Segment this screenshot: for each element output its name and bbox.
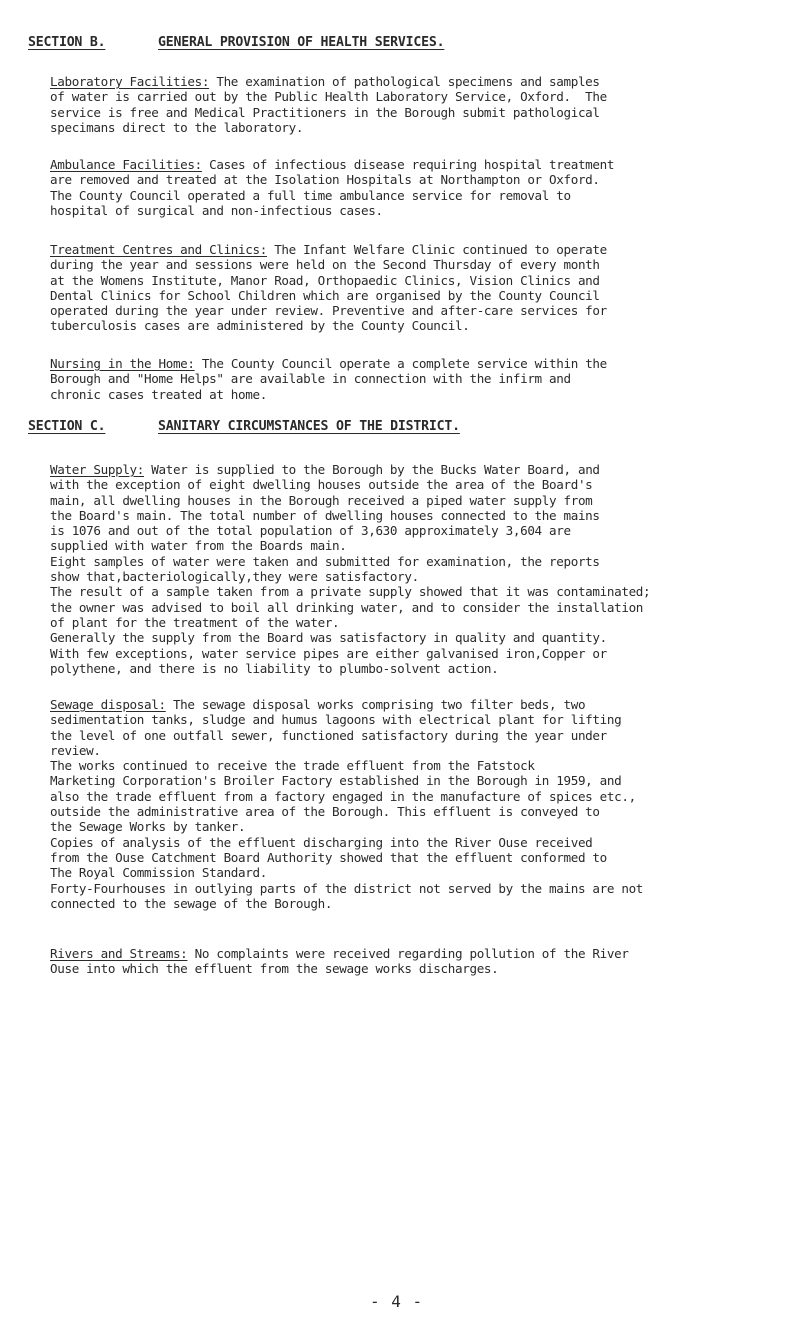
paragraph-water-supply (50, 462, 774, 676)
paragraph-heading: Rivers and Streams: (50, 946, 188, 961)
paragraph-heading: Treatment Centres and Clinics: (50, 242, 267, 257)
section-b-number: SECTION B. (28, 35, 106, 50)
paragraph-laboratory-facilities (50, 74, 774, 135)
section-c-heading (28, 419, 460, 434)
paragraph-rivers-and-streams (50, 946, 774, 977)
paragraph-text: The County Council operate a complete service within the Borough and "Home Helps" are available in connection with the infirm and chronic cases treated at home. (50, 356, 607, 402)
paragraph-treatment-centres (50, 242, 774, 334)
paragraph-text: Water is supplied to the Borough by the Bucks Water Board, and with the exception of eight dwelling houses outside the area of the Board's main, all dwelling houses in the Borough received a piped water supply from the Board's main. The total number of dwelling houses connected to the mains is 1076 and out of the total population of 3,630 approximately 3,604 are supplied with water from the Boards main. Eight samples of water were taken and submitted for examination, the reports show that,bacteriologically,they were satisfactory. The result of a sample taken from a private supply showed that it was contaminated; the owner was advised to boil all drinking water, and to consider the installation of plant for the treatment of the water. Generally the supply from the Board was satisfactory in quality and quantity. With few exceptions, water service pipes are either galvanised iron,Copper or polythene, and there is no liability to plumbo-solvent action. (50, 462, 651, 676)
paragraph-text: Cases of infectious disease requiring hospital treatment are removed and treated at the Isolation Hospitals at Northampton or Oxford. The County Council operated a full time ambulance service for removal to hospital of surgical and non-infectious cases. (50, 157, 615, 218)
paragraph-sewage-disposal (50, 697, 774, 911)
section-c-number: SECTION C. (28, 419, 106, 434)
paragraph-heading: Laboratory Facilities: (50, 74, 210, 89)
paragraph-text: The sewage disposal works comprising two filter beds, two sedimentation tanks, sludge and humus lagoons with electrical plant for lifting the level of one outfall sewer, functioned satisfactory during the year under review. The works continued to receive the trade effluent from the Fatstock Marketing Corporation's Broiler Factory established in the Borough in 1959, and also the trade effluent from a factory engaged in the manufacture of spices etc., outside the administrative area of the Borough. This effluent is conveyed to the Sewage Works by tanker. Copies of analysis of the effluent discharging into the River Ouse received from the Ouse Catchment Board Authority showed that the effluent conformed to The Royal Commission Standard. Forty-Fourhouses in outlying parts of the district not served by the mains are not connected to the sewage of the Borough. (50, 697, 644, 911)
paragraph-text: No complaints were received regarding pollution of the River Ouse into which the effluent from the sewage works discharges. (50, 946, 629, 977)
paragraph-ambulance-facilities (50, 157, 774, 218)
paragraph-heading: Nursing in the Home: (50, 356, 195, 371)
section-c-title: SANITARY CIRCUMSTANCES OF THE DISTRICT. (158, 419, 460, 434)
page-number: - 4 - (370, 1292, 424, 1311)
paragraph-nursing-in-the-home (50, 356, 774, 402)
section-b-title: GENERAL PROVISION OF HEALTH SERVICES. (158, 35, 445, 50)
section-b-heading (28, 35, 445, 50)
paragraph-text: The examination of pathological specimens and samples of water is carried out by the Public Health Laboratory Service, Oxford. The service is free and Medical Practitioners in the Borough submit pathological specimans direct to the laboratory. (50, 74, 607, 135)
paragraph-heading: Ambulance Facilities: (50, 157, 202, 172)
paragraph-text: The Infant Welfare Clinic continued to operate during the year and sessions were held on the Second Thursday of every month at the Womens Institute, Manor Road, Orthopaedic Clinics, Vision Clinics and Dental Clinics for School Children which are organised by the County Council operated during the year under review. Preventive and after-care services for tuberculosis cases are administered by the County Council. (50, 242, 607, 334)
paragraph-heading: Water Supply: (50, 462, 145, 477)
paragraph-heading: Sewage disposal: (50, 697, 166, 712)
